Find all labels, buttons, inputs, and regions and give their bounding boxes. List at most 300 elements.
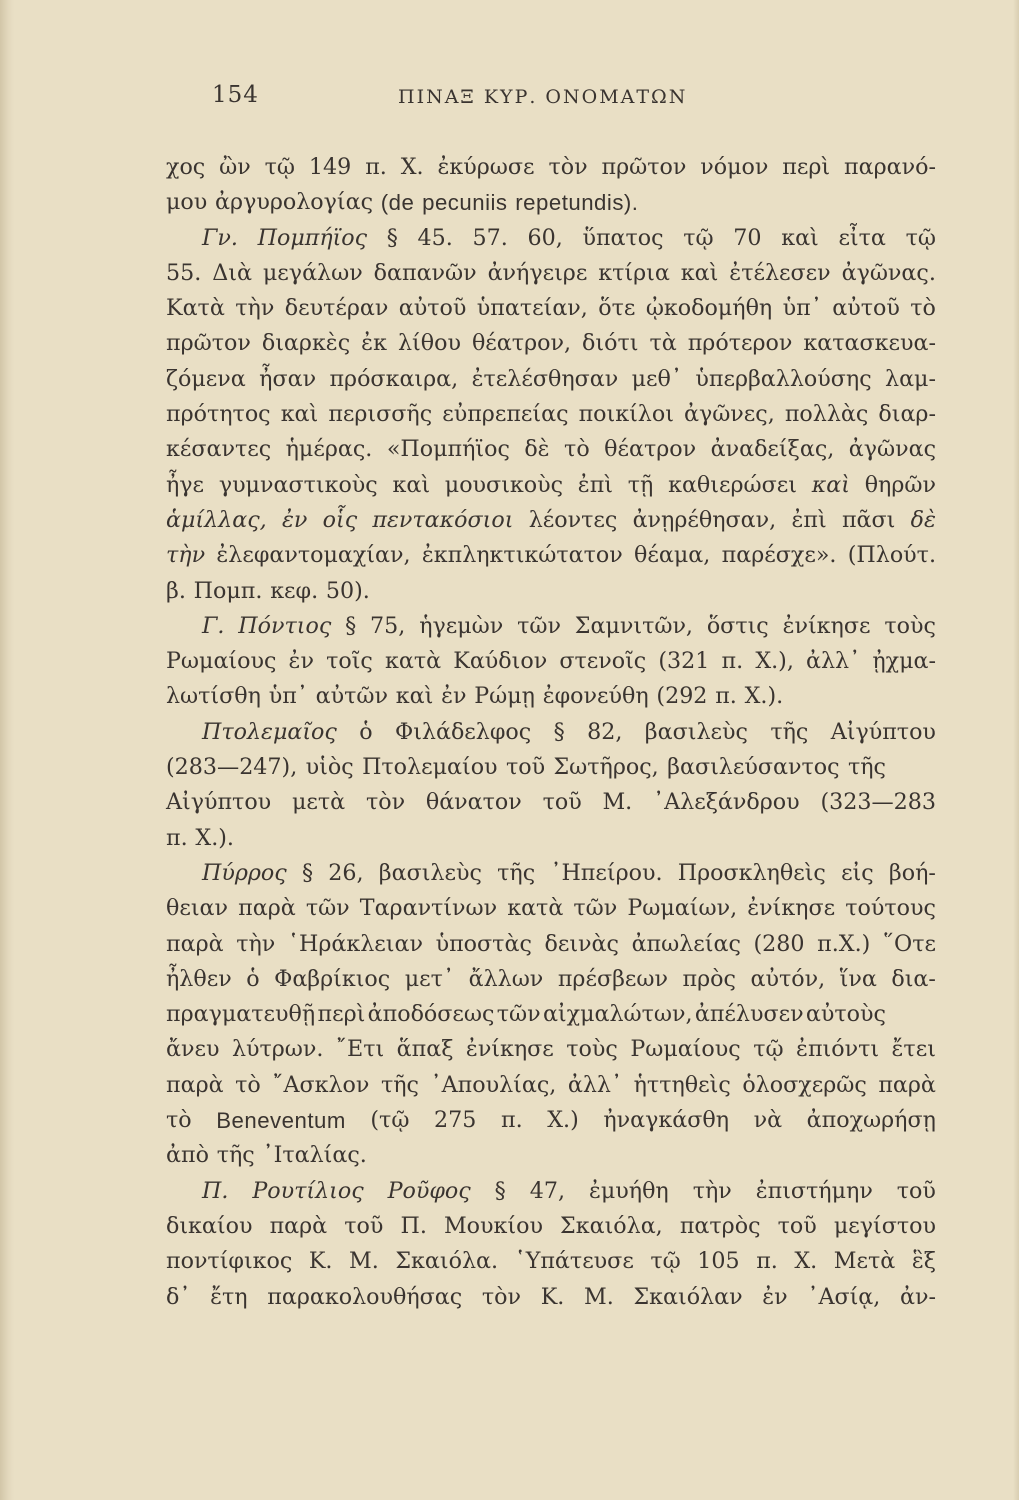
word: Πομπήϊος — [257, 224, 368, 251]
word: β. — [166, 577, 186, 604]
word: ὁλοσχερῶς — [742, 1071, 867, 1098]
word: Καύδιον — [453, 648, 548, 675]
word: τῷ — [753, 1036, 784, 1063]
word: πεντακόσιοι — [372, 506, 514, 533]
word: μεθ᾽ — [631, 365, 682, 392]
word: «Πομπήϊος — [386, 436, 510, 463]
word: ἀγῶνας. — [841, 259, 936, 286]
word: Σκαιόλαν — [633, 1283, 743, 1310]
word: ἐκπληκτικώτατον — [421, 542, 623, 569]
word: 105 — [697, 1248, 740, 1275]
word: Πομπ. — [193, 577, 263, 604]
word: ὅστις — [706, 612, 769, 639]
word: ῾Ηράκλειαν — [287, 930, 423, 957]
word: τὸ — [910, 295, 936, 322]
text-line — [166, 750, 936, 785]
word: § — [386, 224, 398, 251]
word: ἠναγκάσθη — [603, 1107, 729, 1134]
word: ἄλλων — [468, 965, 544, 992]
word: περὶ — [317, 1001, 366, 1028]
text-line — [166, 1244, 936, 1279]
word: νὰ — [753, 1107, 783, 1134]
word: ὁ — [246, 965, 260, 992]
word: δεινὰς — [544, 930, 619, 957]
word: τοῦ — [542, 789, 582, 816]
word: ᾽Ηπείρου. — [550, 859, 663, 886]
word: τὸ — [166, 1107, 192, 1134]
word: τῶν — [573, 895, 618, 922]
word: 57. — [472, 224, 508, 251]
word: ποικίλοι — [578, 401, 674, 428]
text-line — [166, 362, 936, 397]
word: (de — [380, 190, 415, 216]
word: Ρωμαίων, — [627, 895, 738, 922]
word: Ρωμαίους — [630, 1036, 741, 1063]
word: Σωτῆρος, — [553, 754, 659, 781]
word: ὑποστὰς — [435, 930, 532, 957]
word: 55. — [166, 259, 202, 286]
text-line — [166, 397, 936, 432]
word: § — [553, 718, 565, 745]
word: ἐπιστήμην — [755, 1177, 873, 1204]
text-line — [166, 1103, 936, 1138]
word: π. — [365, 154, 387, 180]
word: τῆς — [497, 859, 536, 886]
word: ἡγεμὼν — [419, 612, 504, 639]
word: λέοντες — [528, 506, 618, 533]
word: Μ. — [602, 789, 633, 816]
word: Μετὰ — [833, 1248, 896, 1275]
word: πρέσβεων — [557, 965, 668, 992]
text-line — [166, 644, 936, 679]
word: αὐτῶν — [315, 683, 388, 710]
word: τοῦ — [505, 754, 546, 781]
word: ἀγῶνες, — [683, 401, 775, 428]
text-line — [166, 1209, 936, 1244]
word: τὰ — [649, 330, 677, 357]
word: αἰχμαλώτων, — [542, 1001, 693, 1028]
word: αὐτοὺς — [805, 1001, 886, 1028]
word: κατὰ — [507, 895, 564, 922]
word: ἀν- — [900, 1283, 936, 1310]
word: Μ. — [349, 1248, 379, 1275]
word: π. — [715, 683, 737, 710]
word: ᾐχμα- — [872, 648, 936, 675]
word: Διὰ — [212, 259, 252, 286]
text-line — [166, 821, 936, 856]
word: ὁ — [359, 718, 373, 745]
text-line — [166, 785, 936, 820]
text-line — [166, 221, 936, 256]
word: ἐτέλεσεν — [729, 259, 831, 286]
word: παρὰ — [166, 930, 224, 957]
word: τὸν — [481, 1283, 522, 1310]
word: τοὺς — [884, 612, 936, 639]
word: καὶ — [680, 259, 719, 286]
word: ἔτει — [891, 1036, 936, 1063]
word: ἐπὶ — [791, 506, 827, 533]
word: δαπανῶν — [373, 259, 477, 286]
word: Κ. — [308, 1248, 333, 1275]
word: ἀγῶνας — [848, 436, 936, 463]
word: ἐκύρωσε — [437, 154, 535, 180]
word: κατασκευα- — [803, 330, 936, 357]
text-line — [166, 432, 936, 467]
word: πᾶσι — [841, 506, 896, 533]
word: ἐλεφαντομαχίαν, — [216, 542, 411, 569]
word: τὴν — [236, 930, 276, 957]
word: τῆς — [847, 754, 886, 781]
word: θάνατον — [425, 789, 522, 816]
word: μεγάλων — [262, 259, 363, 286]
word: ἦγε — [166, 471, 205, 498]
text-line — [166, 1068, 936, 1103]
word: κεφ. — [270, 577, 319, 604]
word: 82, — [587, 718, 623, 745]
word: τῶν — [496, 1001, 541, 1028]
word: ὑπατείαν, — [476, 295, 588, 322]
word: αὐτοῦ — [832, 295, 900, 322]
word: π. — [756, 1248, 778, 1275]
word: π. — [166, 824, 188, 851]
word: ἡττηθεὶς — [633, 1071, 731, 1098]
word: παρανό- — [844, 154, 936, 180]
word: ᾽Απουλίας, — [430, 1071, 557, 1098]
word: ᾽Ιταλίας. — [262, 1142, 367, 1169]
word: Κατὰ — [166, 295, 225, 322]
word: μεγίστου — [833, 1212, 936, 1239]
word: διαρ- — [878, 401, 936, 428]
word: ἀποχωρήσῃ — [806, 1107, 936, 1134]
text-line — [166, 291, 936, 326]
word: καὶ — [781, 224, 819, 251]
word: § — [301, 859, 314, 886]
word: ᾽Ασίᾳ, — [807, 1283, 881, 1310]
word: τὸ — [235, 1071, 261, 1098]
word: ἄνευ — [166, 1036, 220, 1063]
word: ἀναδείξας, — [710, 436, 835, 463]
word: εἰς — [841, 859, 874, 886]
word: ῞Οτε — [882, 930, 936, 957]
word: ἐνίκησε — [782, 612, 871, 639]
word: διαρκὲς — [261, 330, 351, 357]
word: τὸν — [365, 789, 406, 816]
text-line — [166, 538, 936, 573]
word: π. — [500, 1107, 523, 1134]
word: ἐν — [762, 1283, 788, 1310]
word: ἐφονεύθη — [542, 683, 649, 710]
word: τῶν — [305, 895, 350, 922]
word: βοή- — [888, 859, 936, 886]
word: 47, — [529, 1177, 566, 1204]
text-line — [166, 1280, 936, 1315]
word: τοῦ — [344, 1212, 384, 1239]
word: ἀποδόσεως — [367, 1001, 495, 1028]
text-line — [166, 891, 936, 926]
word: ῎Ασκλον — [272, 1071, 370, 1098]
word: τῷ — [650, 1248, 681, 1275]
word: καὶ — [280, 401, 319, 428]
word: ὑπερβαλλούσης — [695, 365, 872, 392]
word: μετὰ — [291, 789, 346, 816]
word: 149 — [308, 154, 352, 180]
word: καὶ — [395, 683, 434, 710]
word: ᾠκοδομήθη — [645, 295, 773, 322]
word: ἐτελέσθησαν — [471, 365, 619, 392]
word: (321 — [658, 648, 710, 675]
word: τῆς — [216, 1142, 255, 1169]
word: ἀνήγειρε — [487, 259, 588, 286]
word: ἐνίκησε — [747, 895, 836, 922]
word: μου — [166, 189, 208, 216]
word: Πτολεμαῖος — [202, 718, 337, 745]
text-line — [166, 185, 936, 220]
word: λύτρων. — [231, 1036, 324, 1063]
word: πολλὰς — [784, 401, 869, 428]
word: Ρουτίλιος — [252, 1177, 364, 1204]
word: λαμ- — [885, 365, 936, 392]
word: δ᾽ — [166, 1283, 191, 1310]
word: τοῖς — [326, 648, 373, 675]
word: θειαν — [166, 895, 229, 922]
word: Φαβρίκιος — [274, 965, 391, 992]
word: τὴν — [692, 1177, 732, 1204]
text-line — [166, 609, 936, 644]
word: τῷ — [683, 224, 714, 251]
word: τοῦ — [896, 1177, 936, 1204]
text-line — [166, 997, 936, 1032]
word: τὴν — [235, 295, 275, 322]
word: μετ᾽ — [404, 965, 455, 992]
word: Π. — [202, 1177, 229, 1204]
word: Χ. — [794, 1248, 818, 1275]
word: (292 — [656, 683, 708, 710]
word: π.Χ.) — [817, 930, 871, 957]
word: τῆς — [770, 718, 809, 745]
word: Φιλάδελφος — [395, 718, 532, 745]
text-line — [166, 150, 936, 185]
word: Γ. — [202, 612, 225, 639]
word: ἐπιόντι — [796, 1036, 880, 1063]
word: παρὰ — [238, 895, 296, 922]
word: παρὰ — [878, 1071, 936, 1098]
word: ζόμενα — [166, 365, 246, 392]
word: ὢν — [219, 154, 251, 180]
word: ὑπ᾽ — [782, 295, 822, 322]
word: (323—283 — [820, 789, 936, 816]
word: ἁμίλλας, — [166, 506, 267, 533]
word: 75, — [370, 612, 406, 639]
word: Χ.), — [755, 648, 794, 675]
word: διότι — [582, 330, 639, 357]
word: Beneventum — [216, 1108, 346, 1134]
word: ἐπὶ — [577, 471, 613, 498]
word: λίθου — [397, 330, 461, 357]
word: ἐν — [441, 683, 467, 710]
word: θέατρον, — [471, 330, 572, 357]
text-line — [166, 574, 936, 609]
word: ἀπωλείας — [631, 930, 741, 957]
word: Χ.). — [744, 683, 784, 710]
word: Ρώμῃ — [474, 683, 535, 710]
word: δικαίου — [166, 1212, 253, 1239]
word: τοῦ — [777, 1212, 817, 1239]
word: κέσαντες — [166, 436, 272, 463]
word: βασιλεύσαντος — [667, 754, 840, 781]
word: ῎Ετι — [335, 1036, 385, 1063]
word: Σαμνιτῶν, — [574, 612, 693, 639]
word: κτίρια — [598, 259, 670, 286]
word: παρὰ — [269, 1212, 328, 1239]
word: ἐν — [281, 506, 308, 533]
word: παρακολουθήσας — [267, 1283, 463, 1310]
word: δευτέραν — [284, 295, 389, 322]
word: πρὸς — [682, 965, 736, 992]
word: τούτους — [845, 895, 936, 922]
word: θέατρον — [604, 436, 697, 463]
word: τοὺς — [566, 1036, 618, 1063]
word: Σκαιόλα, — [560, 1212, 663, 1239]
word: Κ. — [540, 1283, 565, 1310]
word: στενοῖς — [559, 648, 647, 675]
word: καὶ — [811, 471, 850, 498]
word: 275 — [434, 1107, 477, 1134]
word: π. — [721, 648, 744, 675]
index-text — [166, 150, 936, 1315]
word: τῶν — [517, 612, 561, 639]
word: Πτολεμαίου — [362, 754, 498, 781]
word: ἀργυρολογίας — [215, 189, 374, 216]
word: πατρὸς — [679, 1212, 761, 1239]
word: Χ.). — [195, 824, 234, 851]
word: τῆς — [380, 1071, 419, 1098]
word: τὴν — [166, 542, 206, 569]
word: πρόσκαιρα, — [329, 365, 459, 392]
word: τῇ — [627, 471, 654, 498]
word: (280 — [753, 930, 805, 957]
word: εἶτα — [838, 224, 886, 251]
word: ἀνῃρέθησαν, — [632, 506, 777, 533]
word: ποντίφικος — [166, 1248, 293, 1275]
word: ἦλθεν — [166, 965, 232, 992]
word: δια- — [891, 965, 936, 992]
word: αὐτοῦ — [398, 295, 467, 322]
word: Αἰγύπτου — [166, 789, 272, 816]
word: ἀλλ᾽ — [806, 648, 861, 675]
word: Χ. — [400, 154, 424, 180]
word: χος — [166, 154, 206, 180]
word: 45. — [417, 224, 453, 251]
text-line — [166, 256, 936, 291]
word: ἐμυήθη — [588, 1177, 669, 1204]
word: παρέσχε». — [721, 542, 837, 569]
word: καθιερώσει — [668, 471, 797, 498]
word: ἐνίκησε — [465, 1036, 554, 1063]
word: ἡμέρας. — [285, 436, 373, 463]
word: κατὰ — [385, 648, 442, 675]
word: Σκαιόλα. — [395, 1248, 499, 1275]
word: repetundis). — [515, 190, 639, 216]
text-line — [166, 326, 936, 361]
word: ἅπαξ — [396, 1036, 454, 1063]
word: παρὰ — [166, 1071, 224, 1098]
word: ῾Υπάτευσε — [514, 1248, 634, 1275]
word: 70 — [733, 224, 762, 251]
word: περισσῆς — [328, 401, 433, 428]
word: υἱὸς — [305, 754, 354, 781]
page-header — [212, 82, 742, 122]
word: γυμναστικοὺς — [218, 471, 378, 498]
word: Πόντιος — [238, 612, 332, 639]
word: Πύρρος — [202, 859, 287, 886]
word: (Πλούτ. — [847, 542, 936, 569]
word: ὕπατος — [582, 224, 664, 251]
text-line — [166, 927, 936, 962]
word: ἀπὸ — [166, 1142, 209, 1169]
word: περὶ — [782, 154, 831, 180]
word: ἐν — [288, 648, 314, 675]
word: ἐκ — [361, 330, 387, 357]
word: πρῶτον — [166, 330, 251, 357]
word: τῷ — [264, 154, 296, 180]
word: ὑπ᾽ — [268, 683, 308, 710]
word: δὲ — [910, 506, 936, 533]
word: πρότερον — [687, 330, 793, 357]
word: νόμον — [700, 154, 769, 180]
page-edge-right — [1013, 0, 1019, 1500]
word: 26, — [328, 859, 364, 886]
word: Π. — [400, 1212, 427, 1239]
word: ἀλλ᾽ — [567, 1071, 623, 1098]
word: ἀπέλυσεν — [694, 1001, 804, 1028]
text-line — [166, 856, 936, 891]
word: εὐπρεπείας — [442, 401, 569, 428]
text-line — [166, 1032, 936, 1067]
word: δὲ — [524, 436, 550, 463]
word: αὐτόν, — [750, 965, 826, 992]
word: πραγματευθῇ — [166, 1001, 316, 1028]
word: μουσικοὺς — [444, 471, 564, 498]
word: Ρωμαίους — [166, 648, 277, 675]
word: θέαμα, — [634, 542, 711, 569]
word: Γν. — [202, 224, 238, 251]
word: ὅτε — [598, 295, 636, 322]
word: τὸ — [564, 436, 590, 463]
word: (283—247), — [166, 754, 298, 781]
word: Χ.) — [547, 1107, 579, 1134]
word: τὸν — [548, 154, 588, 180]
word: (τῷ — [370, 1107, 410, 1134]
word: ᾽Αλεξάνδρου — [653, 789, 800, 816]
word: § — [494, 1177, 506, 1204]
text-line — [166, 679, 936, 714]
word: ἵνα — [839, 965, 877, 992]
page-number: 154 — [212, 82, 259, 108]
word: ἓξ — [911, 1248, 936, 1275]
word: Προσκληθεὶς — [677, 859, 826, 886]
word: Ροῦφος — [387, 1177, 471, 1204]
word: καὶ — [392, 471, 431, 498]
word: βασιλεὺς — [644, 718, 748, 745]
text-line — [166, 503, 936, 538]
word: πρῶτον — [601, 154, 687, 180]
word: οἷς — [322, 506, 358, 533]
running-head: ΠΙΝΑΞ ΚΥΡ. ΟΝΟΜΑΤΩΝ — [398, 86, 688, 108]
word: Μουκίου — [443, 1212, 543, 1239]
word: τῷ — [905, 224, 936, 251]
text-line — [166, 468, 936, 503]
word: πρότητος — [166, 401, 271, 428]
